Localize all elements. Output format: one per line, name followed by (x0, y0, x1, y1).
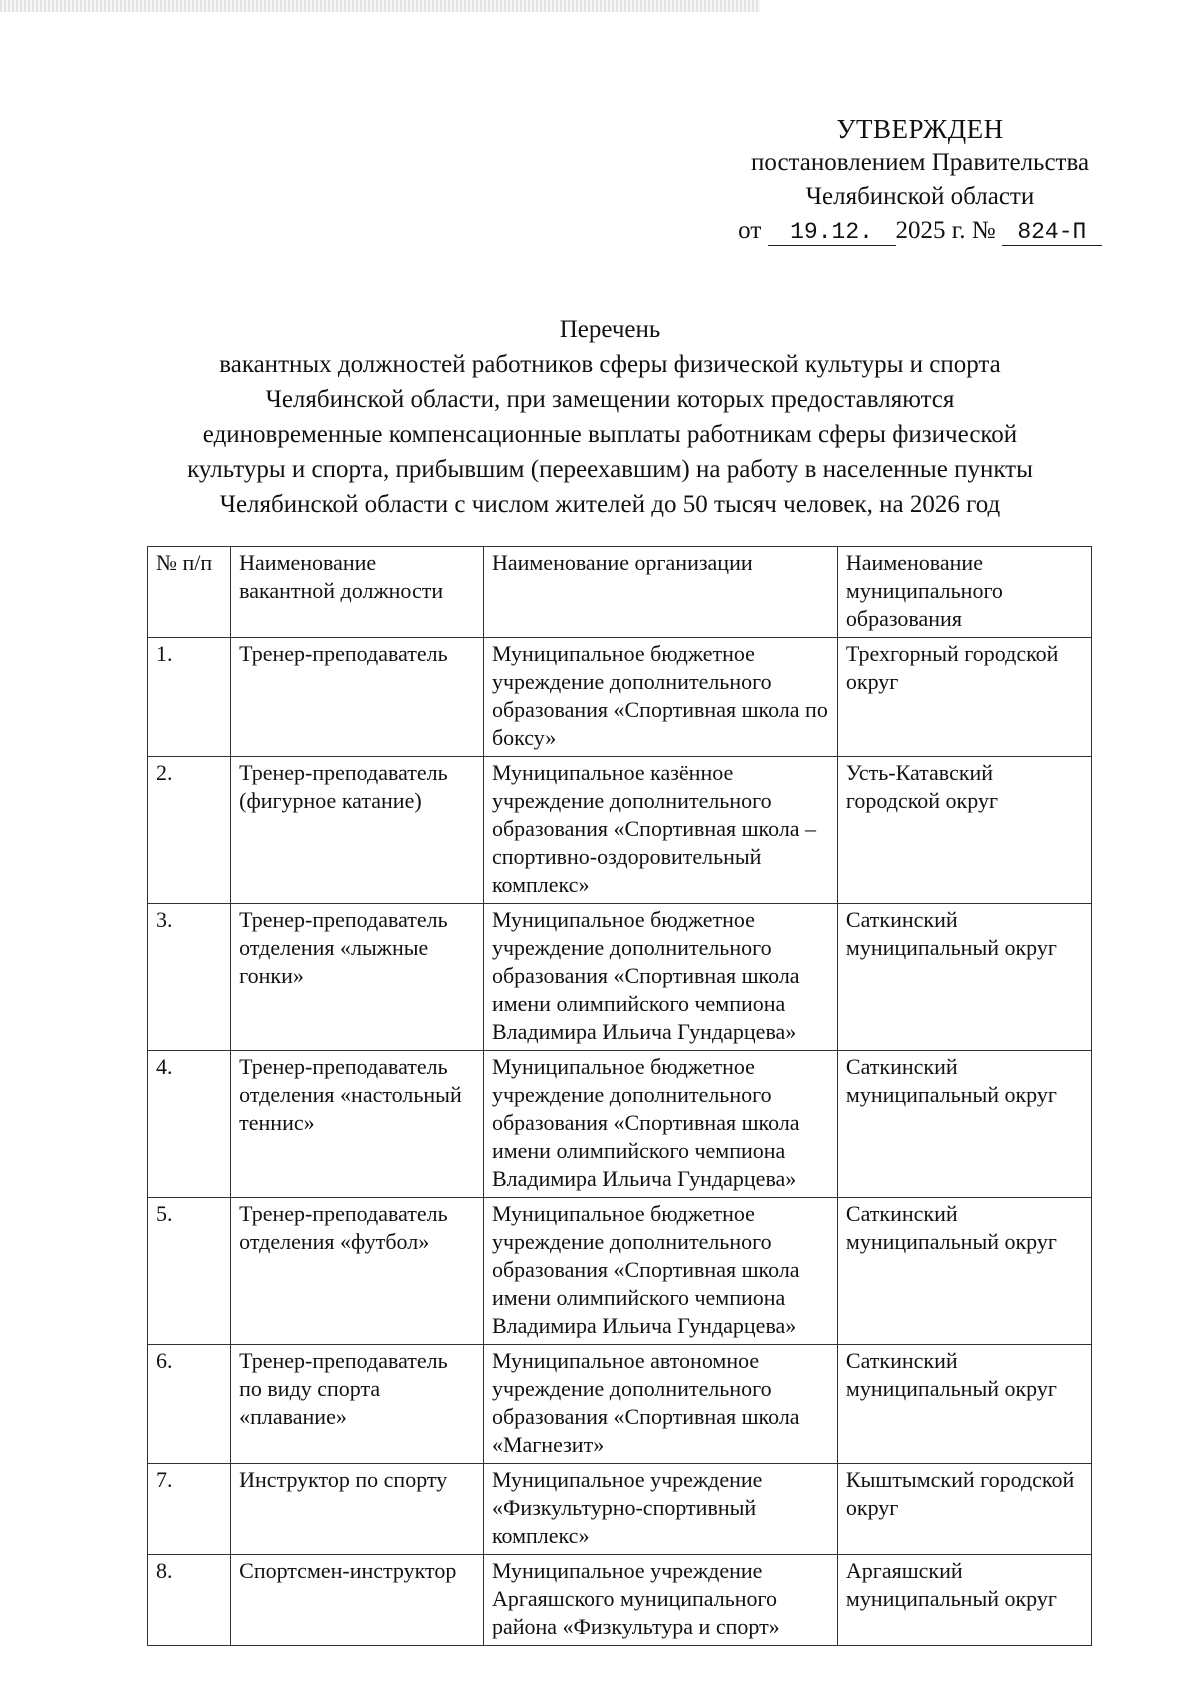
cell-num: 4. (148, 1051, 231, 1198)
heading-line-2: вакантных должностей работников сферы физической культуры и спорта (219, 351, 1001, 378)
cell-organization: Муниципальное бюджетное учреждение дополнительного образования «Спортивная школа имени олимпийского чемпиона Владимира Ильича Гундарцева» (483, 1051, 837, 1198)
cell-num: 5. (148, 1198, 231, 1345)
approval-date-line (720, 214, 1120, 248)
table-row (148, 1464, 1092, 1555)
cell-municipality: Усть-Катавский городской округ (837, 757, 1091, 904)
decree-year: 2025 г. № (895, 217, 996, 244)
table-row (148, 757, 1092, 904)
header-organization: Наименование организации (483, 547, 837, 638)
approval-title: УТВЕРЖДЕН (836, 114, 1004, 144)
cell-municipality: Саткинский муниципальный округ (837, 904, 1091, 1051)
cell-num: 6. (148, 1345, 231, 1464)
cell-organization: Муниципальное казённое учреждение дополнительного образования «Спортивная школа – спортивно-оздоровительный комплекс» (483, 757, 837, 904)
heading-line-5: культуры и спорта, прибывшим (переехавшим) на работу в населенные пункты (187, 456, 1033, 483)
table-row (148, 1555, 1092, 1646)
cell-municipality: Саткинский муниципальный округ (837, 1051, 1091, 1198)
cell-position: Тренер-преподаватель отделения «лыжные гонки» (231, 904, 484, 1051)
cell-position: Тренер-преподаватель отделения «настольный теннис» (231, 1051, 484, 1198)
cell-position: Тренер-преподаватель (фигурное катание) (231, 757, 484, 904)
header-municipality: Наименование муниципального образования (837, 547, 1091, 638)
cell-municipality: Кыштымский городской округ (837, 1464, 1091, 1555)
scan-edge-artifact (0, 0, 760, 12)
approval-line-1: постановлением Правительства (750, 149, 1090, 176)
cell-organization: Муниципальное бюджетное учреждение дополнительного образования «Спортивная школа имени олимпийского чемпиона Владимира Ильича Гундарцева» (483, 904, 837, 1051)
heading-line-3: Челябинской области, при замещении которых предоставляются (265, 386, 955, 413)
heading-line-4: единовременные компенсационные выплаты работникам сферы физической (202, 421, 1018, 448)
heading-title: Перечень (559, 316, 661, 343)
header-position: Наименование вакантной должности (231, 547, 484, 638)
document-heading (150, 312, 1070, 522)
cell-position: Спортсмен-инструктор (231, 1555, 484, 1646)
cell-municipality: Саткинский муниципальный округ (837, 1345, 1091, 1464)
heading-line-6: Челябинской области с числом жителей до 50 тысяч человек, на 2026 год (219, 491, 1001, 518)
cell-position: Тренер-преподаватель по виду спорта «плавание» (231, 1345, 484, 1464)
cell-organization: Муниципальное учреждение Аргаяшского муниципального района «Физкультура и спорт» (483, 1555, 837, 1646)
table-header-row (148, 547, 1092, 638)
from-label: от (738, 217, 762, 244)
cell-organization: Муниципальное бюджетное учреждение дополнительного образования «Спортивная школа по боксу» (483, 638, 837, 757)
table-row (148, 638, 1092, 757)
cell-position: Инструктор по спорту (231, 1464, 484, 1555)
cell-position: Тренер-преподаватель (231, 638, 484, 757)
cell-organization: Муниципальное учреждение «Физкультурно-спортивный комплекс» (483, 1464, 837, 1555)
table-row (148, 1051, 1092, 1198)
table-row (148, 904, 1092, 1051)
approval-stamp-block (720, 112, 1120, 248)
cell-municipality: Трехгорный городской округ (837, 638, 1091, 757)
cell-num: 1. (148, 638, 231, 757)
table-row (148, 1345, 1092, 1464)
decree-date: 19.12. (768, 219, 896, 246)
cell-num: 3. (148, 904, 231, 1051)
vacancies-table (147, 546, 1092, 1646)
cell-organization: Муниципальное бюджетное учреждение дополнительного образования «Спортивная школа имени олимпийского чемпиона Владимира Ильича Гундарцева» (483, 1198, 837, 1345)
cell-municipality: Саткинский муниципальный округ (837, 1198, 1091, 1345)
cell-position: Тренер-преподаватель отделения «футбол» (231, 1198, 484, 1345)
decree-number: 824-П (1002, 219, 1102, 246)
cell-num: 2. (148, 757, 231, 904)
cell-num: 8. (148, 1555, 231, 1646)
cell-municipality: Аргаяшский муниципальный округ (837, 1555, 1091, 1646)
cell-num: 7. (148, 1464, 231, 1555)
header-num: № п/п (148, 547, 231, 638)
table-row (148, 1198, 1092, 1345)
approval-line-2: Челябинской области (805, 183, 1035, 210)
cell-organization: Муниципальное автономное учреждение дополнительного образования «Спортивная школа «Магнезит» (483, 1345, 837, 1464)
